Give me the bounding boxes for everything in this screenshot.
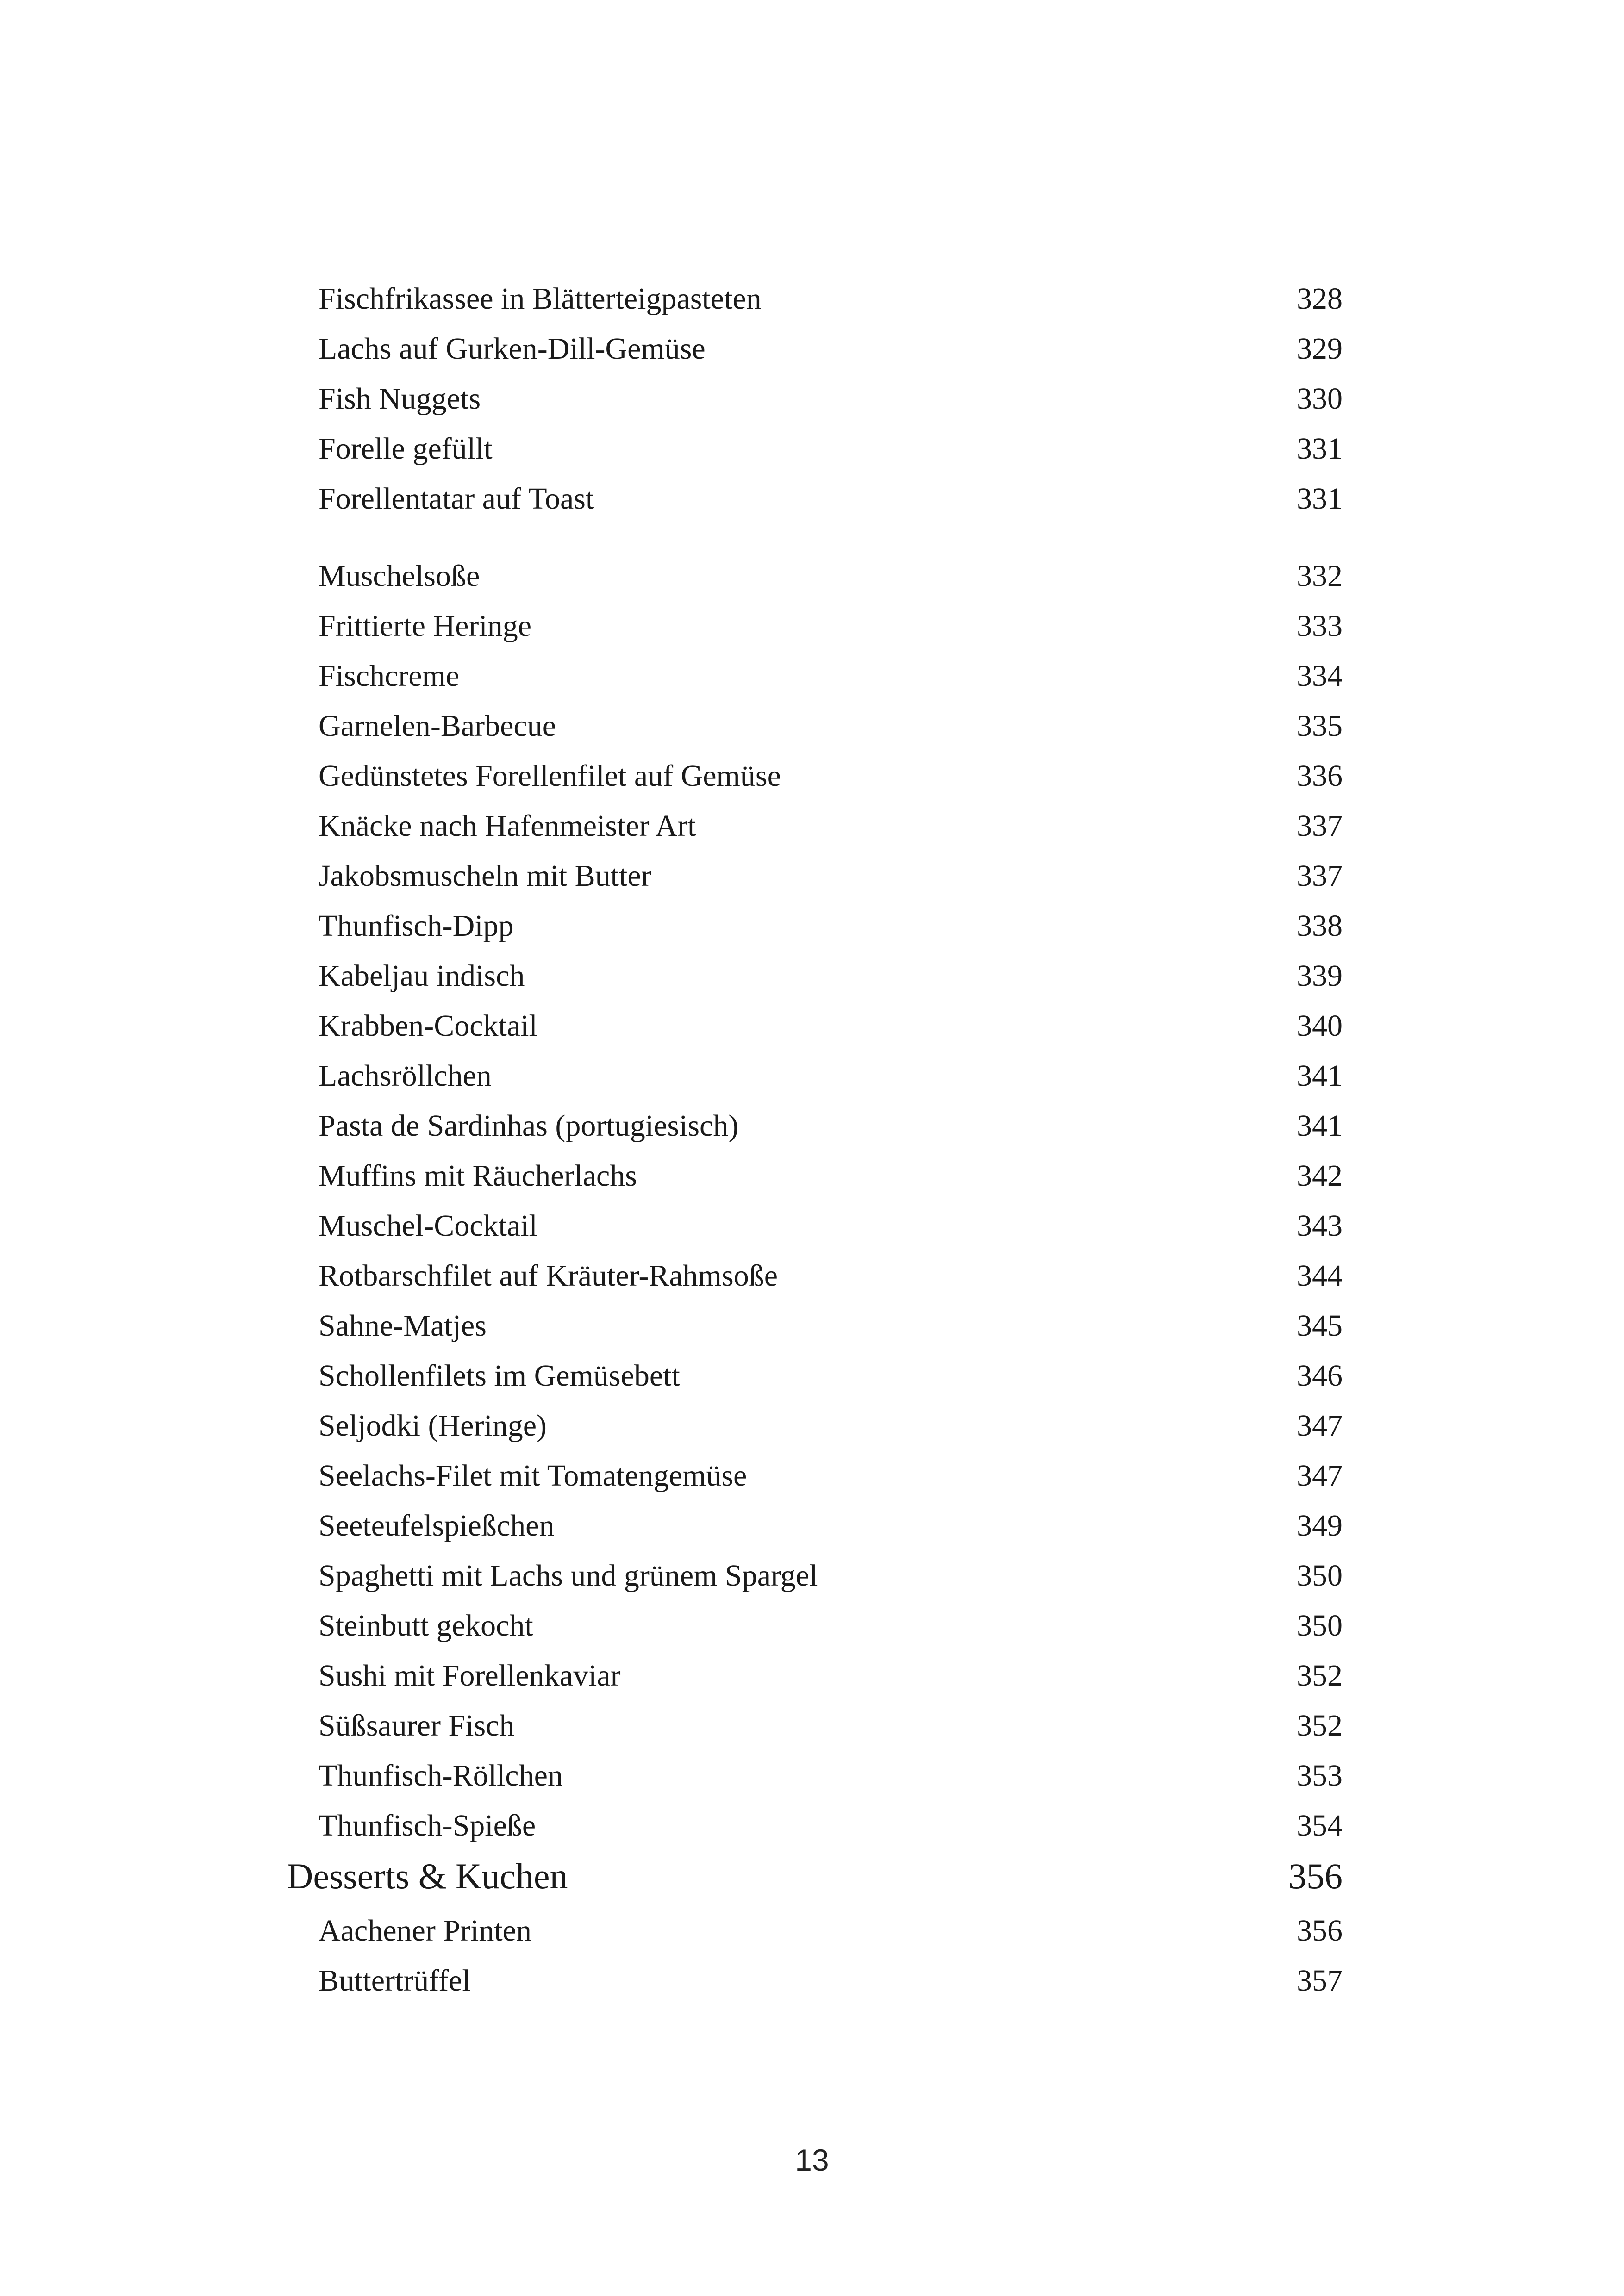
- toc-entry-page: 337: [1297, 859, 1343, 893]
- toc-entry: [319, 374, 1343, 424]
- toc-chapter-page: 356: [1288, 1856, 1343, 1896]
- toc-entry: [319, 274, 1343, 324]
- page-number: 13: [795, 2143, 829, 2177]
- toc-entry-page: 343: [1297, 1209, 1343, 1243]
- toc-entry-page: 347: [1297, 1459, 1343, 1493]
- toc-entry-title: Kabeljau indisch: [319, 959, 525, 993]
- toc-entry-page: 354: [1297, 1809, 1343, 1842]
- toc-entry-page: 338: [1297, 909, 1343, 943]
- toc-entry-page: 329: [1297, 332, 1343, 366]
- toc-entry: [319, 551, 1343, 601]
- toc-entry-page: 342: [1297, 1159, 1343, 1193]
- toc-entry-page: 357: [1297, 1964, 1343, 1997]
- toc-entry-title: Muschel-Cocktail: [319, 1209, 537, 1243]
- toc-entry: [319, 1151, 1343, 1201]
- toc-entry: [319, 1301, 1343, 1351]
- toc-entry: [319, 1651, 1343, 1701]
- toc-entry: [319, 1201, 1343, 1251]
- toc-entry: [319, 851, 1343, 901]
- toc-entry-title: Lachs auf Gurken-Dill-Gemüse: [319, 332, 706, 366]
- toc-entry-page: 353: [1297, 1759, 1343, 1792]
- toc-entry-page: 336: [1297, 759, 1343, 793]
- toc-entry: [319, 1001, 1343, 1051]
- toc-entry: [319, 1906, 1343, 1956]
- toc-entry: [319, 1701, 1343, 1751]
- toc-entry: [319, 651, 1343, 701]
- toc-entry: [319, 701, 1343, 751]
- toc-entry-title: Süßsaurer Fisch: [319, 1709, 515, 1742]
- toc-entry-title: Schollenfilets im Gemüsebett: [319, 1359, 680, 1393]
- toc-entry-title: Spaghetti mit Lachs und grünem Spargel: [319, 1559, 818, 1593]
- toc-entry-title: Thunfisch-Röllchen: [319, 1759, 563, 1792]
- toc-entry-title: Buttertrüffel: [319, 1964, 471, 1997]
- toc-entry: [319, 1251, 1343, 1301]
- toc-entry-page: 341: [1297, 1059, 1343, 1093]
- toc-entry-page: 333: [1297, 609, 1343, 643]
- toc-entry-page: 328: [1297, 282, 1343, 316]
- toc-entry-title: Knäcke nach Hafenmeister Art: [319, 809, 696, 843]
- toc-entry: [319, 901, 1343, 951]
- toc-entry: [319, 1451, 1343, 1501]
- toc-entry-title: Gedünstetes Forellenfilet auf Gemüse: [319, 759, 781, 793]
- toc-entry-title: Seelachs-Filet mit Tomatengemüse: [319, 1459, 747, 1493]
- toc-entry: [319, 424, 1343, 474]
- toc-entry-title: Fischcreme: [319, 659, 460, 693]
- toc-entry: [319, 1101, 1343, 1151]
- toc-entry: [319, 801, 1343, 851]
- toc-chapter-heading: [287, 1851, 1343, 1901]
- toc-entry-page: 344: [1297, 1259, 1343, 1293]
- toc-entry-page: 331: [1297, 432, 1343, 466]
- toc-entry-title: Fish Nuggets: [319, 382, 481, 416]
- toc-entry-title: Muschelsoße: [319, 559, 480, 593]
- toc-entry-title: Sahne-Matjes: [319, 1309, 487, 1343]
- toc-entry: [319, 1051, 1343, 1101]
- toc-entry: [319, 1601, 1343, 1651]
- toc-entry-title: Krabben-Cocktail: [319, 1009, 537, 1043]
- toc-entry: [319, 751, 1343, 801]
- toc-entry-page: 334: [1297, 659, 1343, 693]
- toc-entry-title: Seljodki (Heringe): [319, 1409, 547, 1443]
- toc-entry: [319, 1501, 1343, 1551]
- toc-entry-page: 332: [1297, 559, 1343, 593]
- toc-entry-title: Rotbarschfilet auf Kräuter-Rahmsoße: [319, 1259, 778, 1293]
- toc-entry: [319, 1801, 1343, 1851]
- toc-entry-page: 341: [1297, 1109, 1343, 1143]
- toc-entry-title: Jakobsmuscheln mit Butter: [319, 859, 651, 893]
- toc-entry: [319, 324, 1343, 374]
- toc-entry: [319, 1956, 1343, 2006]
- toc-entry-page: 350: [1297, 1559, 1343, 1593]
- toc-entry: [319, 951, 1343, 1001]
- toc-entry: [319, 1351, 1343, 1401]
- toc-entry-page: 330: [1297, 382, 1343, 416]
- toc-entry-page: 340: [1297, 1009, 1343, 1043]
- toc-entry-title: Pasta de Sardinhas (portugiesisch): [319, 1109, 739, 1143]
- toc-entry-page: 350: [1297, 1609, 1343, 1643]
- toc-entry: [319, 1401, 1343, 1451]
- toc-entry-page: 339: [1297, 959, 1343, 993]
- toc-entry-title: Frittierte Heringe: [319, 609, 532, 643]
- toc-entry-title: Sushi mit Forellenkaviar: [319, 1659, 621, 1692]
- toc-entry-page: 346: [1297, 1359, 1343, 1393]
- toc-entry-title: Lachsröllchen: [319, 1059, 492, 1093]
- toc-entry-title: Steinbutt gekocht: [319, 1609, 533, 1643]
- toc-entry-title: Seeteufelspießchen: [319, 1509, 555, 1543]
- toc-entry-page: 349: [1297, 1509, 1343, 1543]
- toc-chapter-title: Desserts & Kuchen: [287, 1856, 568, 1896]
- toc-entry-page: 331: [1297, 482, 1343, 516]
- toc-entry-page: 335: [1297, 709, 1343, 743]
- toc-entry-title: Thunfisch-Spieße: [319, 1809, 536, 1842]
- toc-entry-title: Aachener Printen: [319, 1914, 531, 1948]
- toc-entry: [319, 474, 1343, 524]
- toc-entry-title: Muffins mit Räucherlachs: [319, 1159, 637, 1193]
- toc-entry-page: 352: [1297, 1709, 1343, 1742]
- toc-entry: [319, 1551, 1343, 1601]
- toc-entry-page: 345: [1297, 1309, 1343, 1343]
- toc-entry-page: 337: [1297, 809, 1343, 843]
- toc-entry-page: 352: [1297, 1659, 1343, 1692]
- toc-entry-title: Fischfrikassee in Blätterteigpasteten: [319, 282, 762, 316]
- toc-entry-title: Forellentatar auf Toast: [319, 482, 594, 516]
- toc-entry: [319, 1751, 1343, 1801]
- toc-entry-title: Thunfisch-Dipp: [319, 909, 514, 943]
- toc-entry-title: Garnelen-Barbecue: [319, 709, 556, 743]
- toc-entry: [319, 601, 1343, 651]
- toc-entry-page: 356: [1297, 1914, 1343, 1948]
- toc-entry-page: 347: [1297, 1409, 1343, 1443]
- toc-entry-title: Forelle gefüllt: [319, 432, 493, 466]
